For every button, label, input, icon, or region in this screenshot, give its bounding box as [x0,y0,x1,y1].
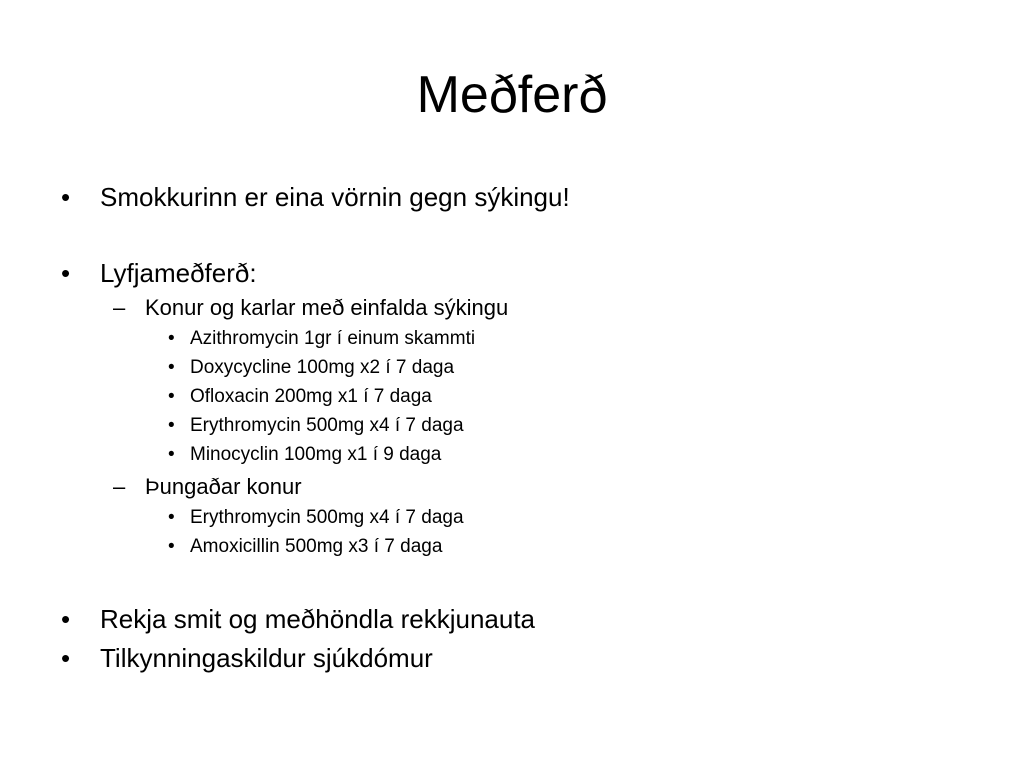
sub-sub-item [168,415,464,437]
bullet-marker: • [168,444,175,465]
sub-sub-item [168,328,476,350]
bullet-marker: • [168,386,175,407]
sub-sub-item-text: Amoxicillin 500mg x3 í 7 daga [190,536,443,557]
sub-item [113,295,509,321]
sub-sub-item-text: Azithromycin 1gr í einum skammti [190,328,476,349]
sub-sub-item-text: Minocyclin 100mg x1 í 9 daga [190,444,442,465]
bullet-text: Lyfjameðferð: [100,258,257,288]
bullet-marker: • [168,415,175,436]
bullet-marker: • [61,182,71,212]
sub-sub-item [168,386,432,408]
sub-sub-item [168,357,455,379]
sub-sub-item-text: Erythromycin 500mg x4 í 7 daga [190,507,464,528]
bullet-text: Rekja smit og meðhöndla rekkjunauta [100,604,536,634]
bullet-marker: • [61,604,71,634]
bullet-marker: • [168,507,175,528]
sub-sub-item-text: Erythromycin 500mg x4 í 7 daga [190,415,464,436]
sub-sub-item [168,536,443,558]
sub-item [113,474,302,500]
bullet-text: Smokkurinn er eina vörnin gegn sýkingu! [100,182,570,212]
bullet-item [61,182,570,212]
sub-sub-item [168,444,442,466]
dash-marker: – [113,295,126,320]
bullet-item [61,258,257,288]
bullet-text: Tilkynningaskildur sjúkdómur [100,643,433,673]
bullet-marker: • [168,536,175,557]
dash-marker: – [113,474,126,499]
bullet-marker: • [168,357,175,378]
sub-item-text: Konur og karlar með einfalda sýkingu [145,295,509,320]
slide-title: Meðferð [416,66,608,124]
sub-sub-item-text: Ofloxacin 200mg x1 í 7 daga [190,386,432,407]
bullet-item [61,604,536,634]
bullet-marker: • [168,328,175,349]
sub-sub-item-text: Doxycycline 100mg x2 í 7 daga [190,357,455,378]
bullet-marker: • [61,643,71,673]
bullet-item [61,643,433,673]
sub-item-text: Þungaðar konur [145,474,302,499]
sub-sub-item [168,507,464,529]
bullet-marker: • [61,258,71,288]
